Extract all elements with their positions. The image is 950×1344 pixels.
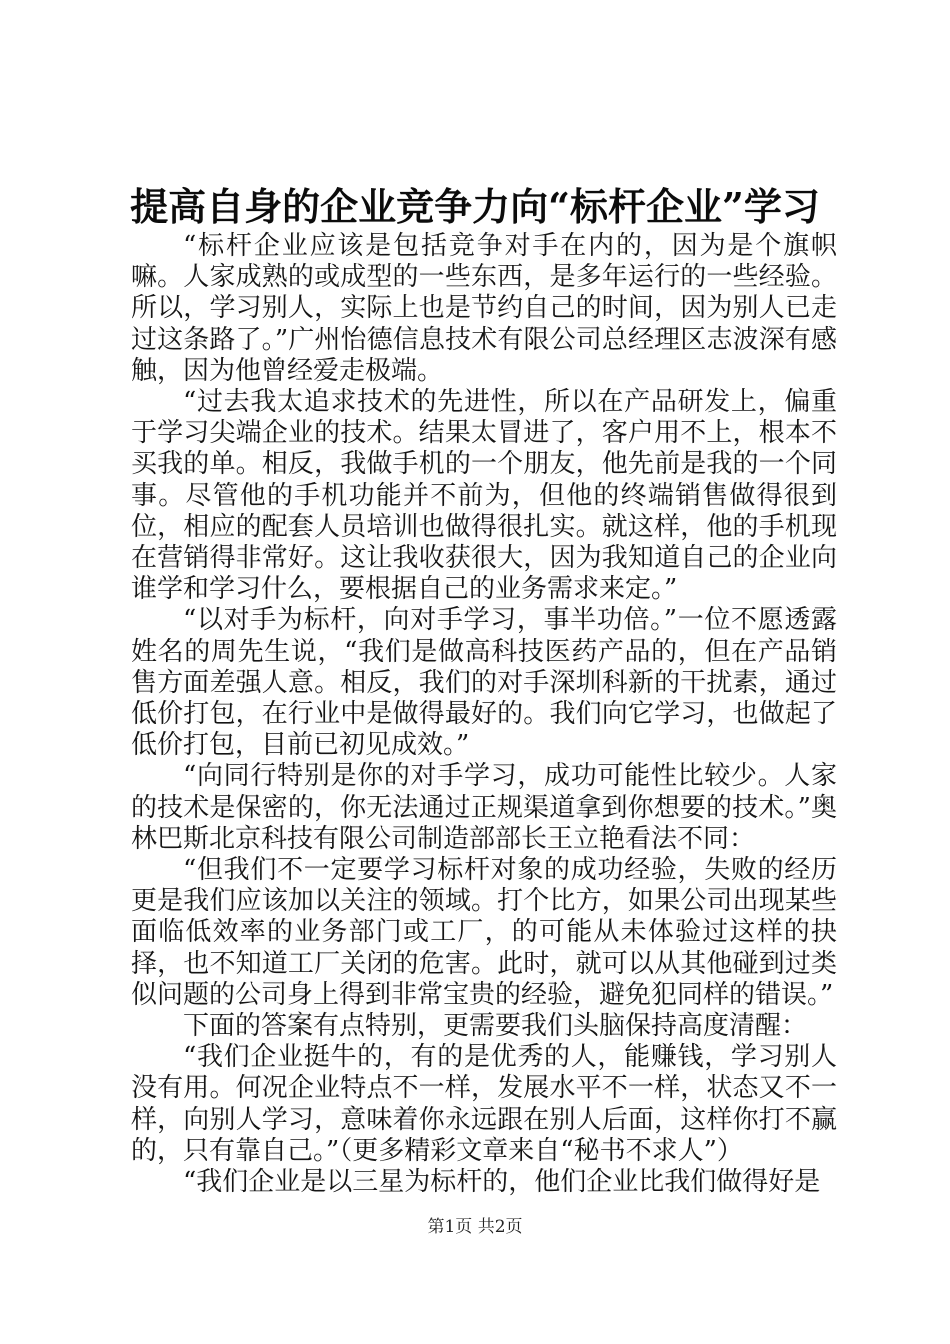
- document-title: 提高自身的企业竞争力向“标杆企业”学习: [130, 184, 820, 229]
- page-number-footer: 第1页 共2页: [427, 1217, 523, 1237]
- paragraph-1: “标杆企业应该是包括竞争对手在内的，因为是个旗帜嘛。人家成熟的或成型的一些东西，是多年运行的一些经验。所以，学习别人，实际上也是节约自己的时间，因为别人已走过这条路了。”广州怡德信息技术有限公司总经理区志波深有感触，因为他曾经爱走极端。: [131, 231, 837, 386]
- paragraph-2: “过去我太追求技术的先进性，所以在产品研发上，偏重于学习尖端企业的技术。结果太冒进了，客户用不上，根本不买我的单。相反，我做手机的一个朋友，他先前是我的一个同事。尽管他的手机功能并不前为，但他的终端销售做得很到位，相应的配套人员培训也做得很扎实。就这样，他的手机现在营销得非常好。这让我收获很大，因为我知道自己的企业向谁学和学习什么，要根据自己的业务需求来定。”: [131, 387, 837, 605]
- document-body: [131, 231, 837, 1198]
- paragraph-5: “但我们不一定要学习标杆对象的成功经验，失败的经历更是我们应该加以关注的领域。打个比方，如果公司出现某些面临低效率的业务部门或工厂，的可能从未体验过这样的抉择，也不知道工厂关闭的危害。此时，就可以从其他碰到过类似问题的公司身上得到非常宝贵的经验，避免犯同样的错误。”: [131, 855, 837, 1010]
- paragraph-8: “我们企业是以三星为标杆的，他们企业比我们做得好是: [183, 1167, 821, 1198]
- paragraph-6: 下面的答案有点特别，更需要我们头脑保持高度清醒：: [183, 1011, 808, 1042]
- paragraph-4: “向同行特别是你的对手学习，成功可能性比较少。人家的技术是保密的，你无法通过正规渠道拿到你想要的技术。”奥林巴斯北京科技有限公司制造部部长王立艳看法不同：: [131, 761, 837, 854]
- paragraph-7: “我们企业挺牛的，有的是优秀的人，能赚钱，学习别人没有用。何况企业特点不一样，发展水平不一样，状态又不一样，向别人学习，意味着你永远跟在别人后面，这样你打不赢的，只有靠自己。”（更多精彩文章来自“秘书不求人”）: [131, 1042, 837, 1166]
- paragraph-3: “以对手为标杆，向对手学习，事半功倍。”一位不愿透露姓名的周先生说，“我们是做高科技医药产品的，但在产品销售方面差强人意。相反，我们的对手深圳科新的干扰素，通过低价打包，在行业中是做得最好的。我们向它学习，也做起了低价打包，目前已初见成效。”: [131, 605, 837, 761]
